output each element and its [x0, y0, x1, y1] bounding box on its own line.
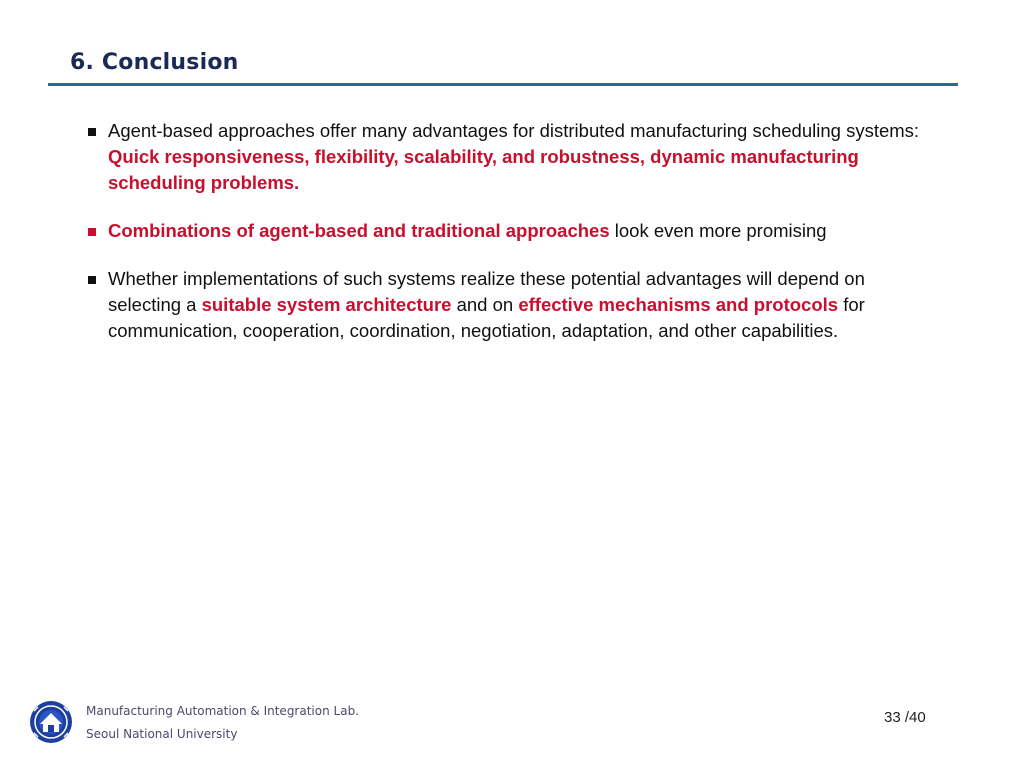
- emphasis-text: Quick responsiveness, flexibility, scalability, and robustness, dynamic manufacturing scheduling problems.: [108, 146, 859, 193]
- bullet-text: [108, 120, 919, 193]
- bullet-text-segment: Agent-based approaches offer many advantages for distributed manufacturing scheduling systems:: [108, 120, 920, 141]
- square-bullet-icon: [88, 228, 96, 236]
- bullet-text: [108, 268, 865, 341]
- bullet-text-segment: Whether implementations of such systems realize these potential advantages will depend on selecting a: [108, 268, 865, 315]
- bullet-list: [88, 118, 938, 366]
- emphasis-text: Combinations of agent-based and traditional approaches: [108, 220, 610, 241]
- bullet-item: [88, 218, 938, 244]
- bullet-text-segment: look even more promising: [609, 220, 827, 241]
- bullet-item: [88, 266, 938, 344]
- bullet-item: [88, 118, 938, 196]
- footer-lab-name: Manufacturing Automation & Integration Lab.: [86, 704, 359, 718]
- bullet-text-segment: and on: [451, 294, 519, 315]
- bullet-text-segment: for communication, cooperation, coordination, negotiation, adaptation, and other capabilities.: [108, 294, 865, 341]
- square-bullet-icon: [88, 276, 96, 284]
- page-number: 33 /40: [884, 709, 926, 726]
- title-divider: [48, 83, 958, 86]
- university-seal-icon: [26, 699, 76, 745]
- footer-university: Seoul National University: [86, 727, 238, 741]
- bullet-text: [108, 220, 827, 241]
- emphasis-text: suitable system architecture: [201, 294, 452, 315]
- square-bullet-icon: [88, 128, 96, 136]
- emphasis-text: effective mechanisms and protocols: [518, 294, 839, 315]
- slide-title: 6. Conclusion: [70, 50, 239, 75]
